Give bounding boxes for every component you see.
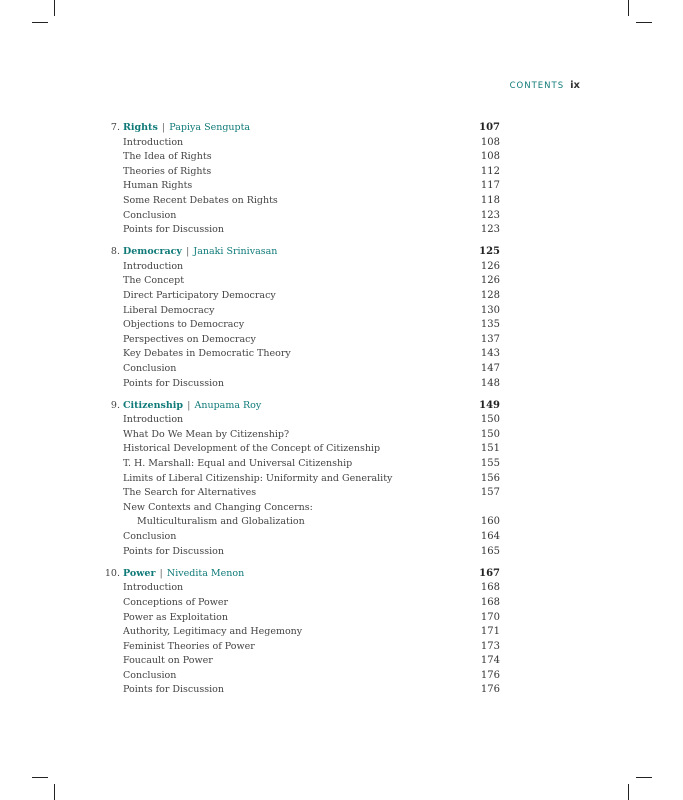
toc-entry[interactable] <box>104 260 500 275</box>
entry-page: 123 <box>480 209 500 221</box>
entry-title: Introduction <box>123 414 184 426</box>
chapter-page: 107 <box>479 122 500 133</box>
entry-title: Multiculturalism and Globalization <box>137 516 305 528</box>
entry-page: 170 <box>480 611 500 623</box>
entry-title: Historical Development of the Concept of Citizenship <box>123 443 381 455</box>
running-header <box>510 80 580 91</box>
entry-page: 123 <box>480 224 500 236</box>
toc-entry[interactable] <box>104 194 500 209</box>
chapter-heading[interactable]: 8. Democracy | Janaki Srinivasan 125 <box>104 245 500 260</box>
chapter-title: Power <box>123 567 156 579</box>
entry-page: 137 <box>480 333 500 345</box>
crop-mark <box>636 22 652 23</box>
entry-title: Key Debates in Democratic Theory <box>123 348 291 360</box>
entry-page: 126 <box>480 275 500 287</box>
entry-title: Conclusion <box>123 669 177 681</box>
page-number: ix <box>570 80 580 91</box>
entry-title: Theories of Rights <box>123 165 212 177</box>
chapter-page: 125 <box>479 246 500 258</box>
toc-entry[interactable] <box>104 625 500 640</box>
crop-mark <box>32 777 48 778</box>
header-label: CONTENTS <box>509 81 565 91</box>
entry-page: 171 <box>480 626 500 638</box>
entry-page: 128 <box>480 290 500 302</box>
toc-entry[interactable] <box>104 318 500 333</box>
entry-page: 143 <box>480 348 500 360</box>
toc-entry[interactable] <box>104 347 500 362</box>
toc-entry[interactable] <box>104 223 500 238</box>
entry-page: 135 <box>480 319 500 331</box>
toc-entry[interactable] <box>104 362 500 377</box>
toc-entry[interactable] <box>104 179 500 194</box>
toc-entry[interactable] <box>104 377 500 392</box>
entry-title: The Search for Alternatives <box>123 487 257 499</box>
entry-title: Introduction <box>123 136 184 148</box>
table-of-contents <box>104 121 500 706</box>
entry-page: 168 <box>480 582 500 594</box>
chapter-title: Rights <box>123 122 158 133</box>
entry-title: Objections to Democracy <box>123 319 245 331</box>
entry-title: Human Rights <box>123 180 193 192</box>
entry-title: Points for Discussion <box>123 224 224 236</box>
entry-page: 157 <box>480 487 500 499</box>
toc-entry[interactable] <box>104 501 500 516</box>
toc-entry[interactable] <box>104 640 500 655</box>
toc-entry[interactable] <box>104 209 500 224</box>
chapter-number: 7. <box>110 122 120 133</box>
entry-page: 168 <box>480 596 500 608</box>
entry-title: What Do We Mean by Citizenship? <box>123 428 290 440</box>
toc-entry[interactable] <box>104 428 500 443</box>
entry-title: T. H. Marshall: Equal and Universal Citizenship <box>123 458 353 470</box>
entry-title: Power as Exploitation <box>123 611 228 623</box>
toc-entry[interactable] <box>104 581 500 596</box>
toc-entry[interactable] <box>104 304 500 319</box>
toc-entry[interactable] <box>104 333 500 348</box>
entry-title: Introduction <box>123 582 184 594</box>
crop-mark <box>54 0 55 16</box>
toc-entry[interactable] <box>104 165 500 180</box>
entry-title: The Idea of Rights <box>123 151 212 163</box>
entry-page: 126 <box>480 260 500 272</box>
chapter-heading[interactable]: 9. Citizenship | Anupama Roy 149 <box>104 399 500 414</box>
entry-title: Perspectives on Democracy <box>123 333 256 345</box>
toc-entry[interactable] <box>104 274 500 289</box>
entry-page: 117 <box>480 180 500 192</box>
toc-entry[interactable] <box>104 486 500 501</box>
chapter-heading[interactable]: 10. Power | Nivedita Menon 167 <box>104 567 500 582</box>
chapter-title: Democracy <box>123 246 182 258</box>
entry-page: 164 <box>480 531 500 543</box>
chapter-section <box>104 121 500 238</box>
entry-page: 156 <box>480 472 500 484</box>
entry-title: The Concept <box>123 275 185 287</box>
entry-title: Foucault on Power <box>123 655 213 667</box>
toc-entry[interactable] <box>104 472 500 487</box>
chapter-heading[interactable]: 7. Rights | Papiya Sengupta 107 <box>104 121 500 136</box>
chapter-page: 167 <box>479 567 500 579</box>
entry-title: Conceptions of Power <box>123 596 228 608</box>
chapter-number: 8. <box>110 246 120 258</box>
chapter-author: Janaki Srinivasan <box>193 246 278 258</box>
entry-title: Conclusion <box>123 531 177 543</box>
entry-page: 151 <box>480 443 500 455</box>
toc-entry[interactable] <box>104 457 500 472</box>
entry-page: 155 <box>480 458 500 470</box>
entry-title: Conclusion <box>123 363 177 374</box>
toc-entry[interactable] <box>104 136 500 151</box>
toc-entry[interactable] <box>104 413 500 428</box>
entry-page: 147 <box>480 363 500 374</box>
entry-title: Introduction <box>123 260 184 272</box>
entry-title: Limits of Liberal Citizenship: Uniformity and Generality <box>123 472 393 484</box>
chapter-section <box>104 399 500 560</box>
chapter-author: Nivedita Menon <box>166 567 245 579</box>
entry-page: 108 <box>480 151 500 163</box>
toc-entry[interactable] <box>104 545 500 560</box>
toc-entry[interactable] <box>104 596 500 611</box>
toc-entry[interactable] <box>104 442 500 457</box>
entry-page: 150 <box>480 414 500 426</box>
crop-mark <box>628 784 629 800</box>
entry-page: 148 <box>480 377 500 389</box>
entry-page: 118 <box>480 194 500 206</box>
chapter-section <box>104 567 500 698</box>
entry-page: 150 <box>480 428 500 440</box>
chapter-page: 149 <box>479 399 500 411</box>
toc-entry[interactable] <box>104 611 500 626</box>
entry-page: 112 <box>480 165 500 177</box>
entry-title: Points for Discussion <box>123 545 224 557</box>
chapter-number: 9. <box>110 399 120 411</box>
chapter-title: Citizenship <box>123 399 184 411</box>
toc-entry[interactable] <box>104 654 500 669</box>
entry-title: Points for Discussion <box>123 377 224 389</box>
entry-page: 173 <box>480 640 500 652</box>
entry-page: 108 <box>480 136 500 148</box>
entry-title: Feminist Theories of Power <box>123 640 255 652</box>
entry-page: 160 <box>480 516 500 528</box>
toc-entry[interactable] <box>104 683 500 698</box>
crop-mark <box>636 777 652 778</box>
entry-page: 174 <box>480 655 500 667</box>
crop-mark <box>32 22 48 23</box>
entry-page: 165 <box>480 545 500 557</box>
toc-entry[interactable] <box>104 515 500 530</box>
entry-title: New Contexts and Changing Concerns: <box>123 501 313 513</box>
toc-entry[interactable] <box>104 289 500 304</box>
entry-title: Conclusion <box>123 209 177 221</box>
chapter-number: 10. <box>104 567 120 579</box>
entry-title: Some Recent Debates on Rights <box>123 194 278 206</box>
entry-title: Authority, Legitimacy and Hegemony <box>123 626 303 638</box>
toc-entry[interactable] <box>104 150 500 165</box>
entry-page: 176 <box>480 684 500 696</box>
crop-mark <box>628 0 629 16</box>
chapter-section <box>104 245 500 391</box>
chapter-author: Papiya Sengupta <box>169 122 251 133</box>
entry-title: Liberal Democracy <box>123 304 215 316</box>
toc-entry[interactable] <box>104 669 500 684</box>
entry-page: 130 <box>480 304 500 316</box>
entry-title: Points for Discussion <box>123 684 224 696</box>
entry-page: 176 <box>480 669 500 681</box>
entry-title: Direct Participatory Democracy <box>123 290 276 302</box>
crop-mark <box>54 784 55 800</box>
chapter-author: Anupama Roy <box>194 399 262 411</box>
toc-entry[interactable] <box>104 530 500 545</box>
